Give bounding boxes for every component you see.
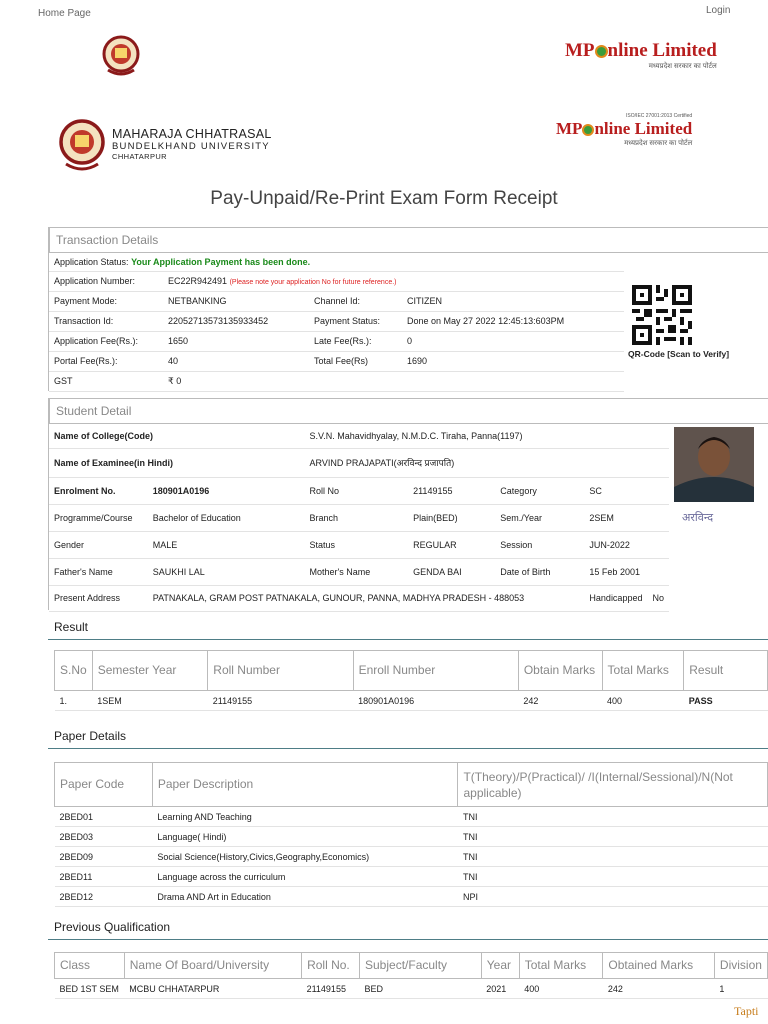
cell-value: SAUKHI LAL	[148, 558, 305, 585]
table-cell: 21149155	[208, 691, 353, 711]
cell-value: 1650	[163, 331, 309, 351]
table-cell: 180901A0196	[353, 691, 518, 711]
cell-label: Sem./Year	[495, 504, 584, 531]
login-link[interactable]: Login	[706, 5, 731, 16]
column-header: T(Theory)/P(Practical)/ /I(Internal/Sessional)/N(Not applicable)	[458, 763, 768, 807]
paper-table	[54, 762, 768, 907]
cell-value: 40	[163, 351, 309, 371]
cell-label: GST	[49, 371, 163, 391]
cell-label: Roll No	[305, 477, 409, 504]
column-header: S.No	[55, 651, 93, 691]
cell-label: Application Number:	[49, 271, 163, 291]
table-row	[55, 827, 768, 847]
table-row	[49, 311, 624, 331]
table-cell: 1	[714, 979, 767, 999]
mponline-brand-left: MP	[565, 40, 595, 61]
table-row	[49, 271, 624, 291]
cell-label: Father's Name	[49, 558, 148, 585]
transaction-table	[49, 253, 624, 392]
table-cell: 2BED03	[55, 827, 153, 847]
mponline-tagline: मध्यप्रदेश सरकार का पोर्टल	[648, 63, 717, 70]
section-heading: Transaction Details	[49, 227, 768, 253]
table-cell: 400	[519, 979, 603, 999]
table-cell: Language across the curriculum	[152, 867, 458, 887]
mponline-logo	[565, 40, 717, 71]
table-row	[49, 531, 669, 558]
student-photo	[674, 427, 754, 502]
qualification-table	[54, 952, 768, 999]
column-header: Semester Year	[92, 651, 208, 691]
cell-label: Total Fee(Rs)	[309, 351, 402, 371]
previous-qualification-heading: Previous Qualification	[54, 920, 171, 934]
mponline-brand-right: nline Limited	[607, 40, 717, 61]
cell-label: Gender	[49, 531, 148, 558]
qr-code-label: QR-Code [Scan to Verify]	[628, 349, 730, 359]
table-row	[49, 253, 624, 271]
column-header: Obtain Marks	[518, 651, 602, 691]
cell-label: Name of College(Code)	[49, 424, 305, 448]
result-heading: Result	[54, 620, 89, 634]
table-cell: 2BED12	[55, 887, 153, 907]
table-cell: TNI	[458, 807, 768, 827]
divider	[48, 748, 768, 749]
student-section	[48, 398, 768, 610]
cell-label: Category	[495, 477, 584, 504]
table-cell: 2BED11	[55, 867, 153, 887]
university-emblem-icon	[56, 118, 108, 174]
cell-value: 21149155	[408, 477, 495, 504]
cell-label: Application Fee(Rs.):	[49, 331, 163, 351]
cell-value: PATNAKALA, GRAM POST PATNAKALA, GUNOUR, PANNA, MADHYA PRADESH - 488053	[148, 585, 585, 611]
table-row	[55, 847, 768, 867]
table-cell: Language( Hindi)	[152, 827, 458, 847]
cell-label: Programme/Course	[49, 504, 148, 531]
application-status	[49, 253, 624, 271]
table-row	[49, 331, 624, 351]
cell-value: SC	[584, 477, 669, 504]
cell-value: CITIZEN	[402, 291, 624, 311]
mponline-brand-left: MP	[556, 119, 583, 138]
status-value: Your Application Payment has been done.	[131, 256, 311, 267]
cell-value: 2SEM	[584, 504, 669, 531]
cell-label: Channel Id:	[309, 291, 402, 311]
cell-label: Branch	[305, 504, 409, 531]
mponline-o-icon	[595, 45, 608, 58]
column-header: Result	[684, 651, 768, 691]
cell-value: S.V.N. Mahavidhyalay, N.M.D.C. Tiraha, Panna(1197)	[305, 424, 669, 448]
cell-label: Payment Mode:	[49, 291, 163, 311]
table-row	[55, 979, 768, 999]
handicapped-value: No	[652, 593, 664, 603]
university-line-2: BUNDELKHAND UNIVERSITY	[112, 141, 270, 152]
application-number-value: EC22R942491	[168, 276, 228, 286]
university-name	[112, 127, 272, 161]
cell-label: Mother's Name	[305, 558, 409, 585]
table-cell: 2BED09	[55, 847, 153, 867]
student-table	[49, 424, 669, 612]
table-cell: TNI	[458, 867, 768, 887]
table-cell: Learning AND Teaching	[152, 807, 458, 827]
mponline-o-icon	[582, 124, 594, 136]
table-header-row	[55, 651, 768, 691]
cell-value: ARVIND PRAJAPATI(अरविन्द प्रजापति)	[305, 448, 669, 477]
mponline-certified: ISO/IEC 27001:2013 Certified	[626, 113, 693, 119]
column-header: Total Marks	[519, 953, 603, 979]
table-row	[55, 887, 768, 907]
cell-label: Enrolment No.	[49, 477, 148, 504]
table-cell: NPI	[458, 887, 768, 907]
table-header-row	[55, 763, 768, 807]
table-row	[49, 504, 669, 531]
table-cell: 242	[603, 979, 715, 999]
column-header: Class	[55, 953, 125, 979]
table-row	[49, 558, 669, 585]
table-cell: MCBU CHHATARPUR	[124, 979, 301, 999]
cell-value: 0	[402, 331, 624, 351]
column-header: Paper Description	[152, 763, 458, 807]
column-header: Roll No.	[302, 953, 360, 979]
column-header: Name Of Board/University	[124, 953, 301, 979]
table-row	[55, 867, 768, 887]
result-table	[54, 650, 768, 711]
watermark: Tapti	[734, 1004, 759, 1018]
column-header: Division	[714, 953, 767, 979]
top-nav	[0, 0, 768, 28]
application-number-note: (Please note your application No for future reference.)	[229, 279, 397, 286]
cell-value: REGULAR	[408, 531, 495, 558]
column-header: Subject/Faculty	[360, 953, 482, 979]
cell-value: Plain(BED)	[408, 504, 495, 531]
column-header: Roll Number	[208, 651, 353, 691]
cell-label: Present Address	[49, 585, 148, 611]
table-cell: Drama AND Art in Education	[152, 887, 458, 907]
column-header: Paper Code	[55, 763, 153, 807]
column-header: Total Marks	[602, 651, 684, 691]
table-cell: 2BED01	[55, 807, 153, 827]
table-row	[49, 351, 624, 371]
table-row	[49, 585, 669, 611]
table-row	[49, 291, 624, 311]
table-cell: 242	[518, 691, 602, 711]
table-cell: 21149155	[302, 979, 360, 999]
table-cell: BED	[360, 979, 482, 999]
column-header: Obtained Marks	[603, 953, 715, 979]
table-row	[49, 448, 669, 477]
table-row	[55, 691, 768, 711]
column-header: Year	[481, 953, 519, 979]
cell-label: Payment Status:	[309, 311, 402, 331]
cell-value: GENDA BAI	[408, 558, 495, 585]
qr-code-icon[interactable]	[632, 285, 692, 345]
table-row	[55, 807, 768, 827]
paper-details-heading: Paper Details	[54, 729, 127, 743]
table-cell: 1.	[55, 691, 93, 711]
handicapped-label: Handicapped	[589, 593, 643, 603]
mponline-logo-secondary	[556, 113, 692, 148]
cell-label: Session	[495, 531, 584, 558]
column-header: Enroll Number	[353, 651, 518, 691]
cell-value: MALE	[148, 531, 305, 558]
university-emblem-icon	[100, 34, 142, 78]
table-header-row	[55, 953, 768, 979]
table-cell: Social Science(History,Civics,Geography,Economics)	[152, 847, 458, 867]
page-title: Pay-Unpaid/Re-Print Exam Form Receipt	[210, 188, 558, 209]
cell-value: 15 Feb 2001	[584, 558, 669, 585]
handicapped-cell	[584, 585, 669, 611]
cell-value: Bachelor of Education	[148, 504, 305, 531]
divider	[48, 639, 768, 640]
status-label: Application Status:	[54, 256, 129, 267]
section-heading: Student Detail	[49, 398, 768, 424]
cell-value: Done on May 27 2022 12:45:13:603PM	[402, 311, 624, 331]
cell-value: JUN-2022	[584, 531, 669, 558]
university-line-3: CHHATARPUR	[112, 152, 167, 161]
table-row	[49, 424, 669, 448]
cell-label: Late Fee(Rs.):	[309, 331, 402, 351]
table-cell: TNI	[458, 847, 768, 867]
divider	[48, 939, 768, 940]
cell-label: Name of Examinee(in Hindi)	[49, 448, 305, 477]
table-cell: PASS	[684, 691, 768, 711]
cell-label: Portal Fee(Rs.):	[49, 351, 163, 371]
table-cell: BED 1ST SEM	[55, 979, 125, 999]
university-line-1: MAHARAJA CHHATRASAL	[112, 127, 272, 141]
student-signature: अरविन्द	[682, 512, 714, 524]
cell-value: ₹ 0	[163, 371, 309, 391]
table-row	[49, 371, 624, 391]
home-page-link[interactable]: Home Page	[38, 8, 91, 19]
cell-value: 22052713573135933452	[163, 311, 309, 331]
cell-label: Transaction Id:	[49, 311, 163, 331]
table-cell: TNI	[458, 827, 768, 847]
mponline-brand-right: nline Limited	[594, 119, 693, 138]
cell-value: 180901A0196	[148, 477, 305, 504]
cell-label: Date of Birth	[495, 558, 584, 585]
mponline-tagline: मध्यप्रदेश सरकार का पोर्टल	[624, 140, 693, 147]
table-cell: 2021	[481, 979, 519, 999]
cell-label: Status	[305, 531, 409, 558]
table-cell: 1SEM	[92, 691, 208, 711]
table-row	[49, 477, 669, 504]
cell-value: 1690	[402, 351, 624, 371]
application-number	[163, 271, 624, 291]
table-cell: 400	[602, 691, 684, 711]
cell-value: NETBANKING	[163, 291, 309, 311]
